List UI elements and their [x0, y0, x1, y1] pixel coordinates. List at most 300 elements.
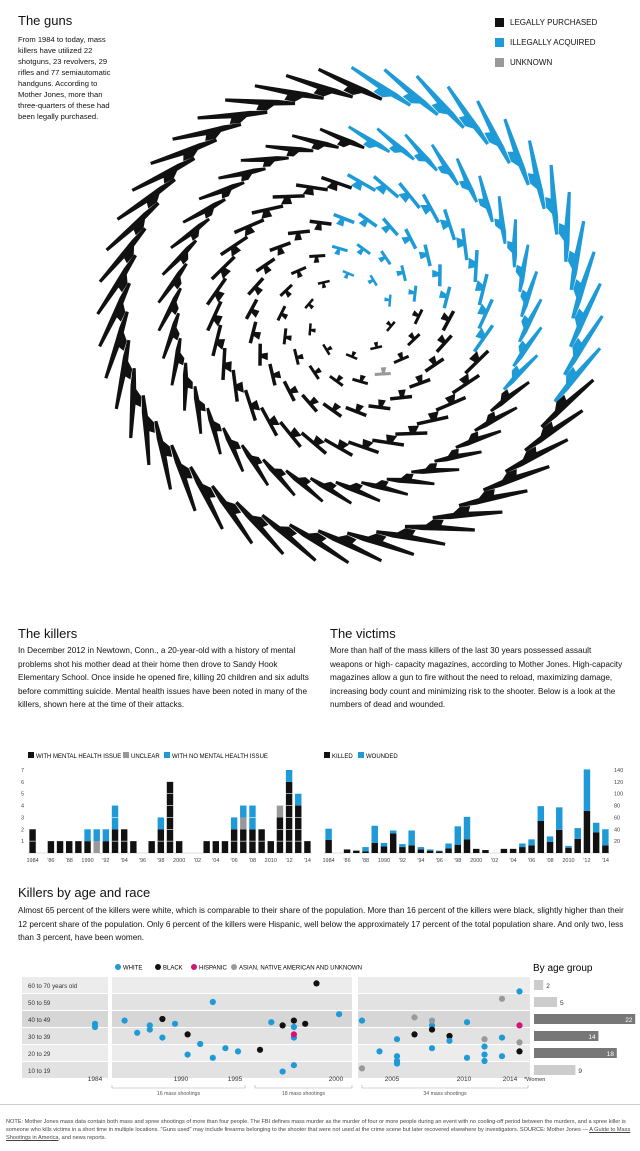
bar-2011-0: [574, 839, 580, 853]
bar-1995-1: [427, 849, 433, 850]
gun-shape: [341, 270, 355, 281]
age-x-tick: 1990: [173, 1076, 189, 1083]
bar-1990-0: [84, 841, 90, 853]
bar-1989-0: [372, 843, 378, 853]
gun-icon: [231, 369, 244, 402]
bar-2011-1: [574, 828, 580, 839]
gun-icon: [309, 220, 332, 232]
gun-shape: [291, 266, 309, 280]
gun-icon: [407, 372, 431, 388]
source-link[interactable]: A Guide to Mass Shootings in America: [6, 1127, 631, 1141]
killer-dot-black: [411, 1031, 417, 1037]
killer-dot-other: [516, 1039, 522, 1045]
bar-1996-0: [436, 851, 442, 853]
age-row-label-5: 10 to 19: [28, 1068, 51, 1075]
vic-legend-label-1: WOUNDED: [366, 754, 398, 760]
bar-1995-0: [130, 841, 136, 853]
gun-icon: [330, 245, 348, 257]
gun-icon: [346, 349, 360, 360]
gun-icon: [210, 481, 259, 545]
killer-dot-white: [291, 1062, 297, 1068]
y-tick-label: 3: [20, 815, 24, 822]
gun-icon: [374, 367, 390, 376]
gun-shape: [273, 194, 305, 205]
gun-shape: [346, 349, 360, 360]
gun-icon: [354, 212, 377, 232]
bar-2006-0: [528, 845, 534, 853]
mh-legend-label-1: UNCLEAR: [131, 754, 160, 760]
x-tick-label: '86: [343, 858, 351, 864]
y-tick-label: 60: [614, 815, 621, 822]
bar-2009-0: [556, 830, 562, 853]
x-tick-label: '06: [230, 858, 238, 864]
age-legend-label-3: ASIAN, NATIVE AMERICAN AND UNKNOWN: [239, 965, 362, 972]
bar-1990-2: [84, 829, 90, 841]
y-tick-label: 20: [614, 839, 621, 846]
killer-dot-white: [222, 1045, 228, 1051]
x-tick-label: '96: [435, 858, 443, 864]
gun-shape: [403, 329, 420, 346]
bar-1999-1: [464, 817, 470, 840]
gun-shape: [170, 217, 214, 254]
gun-shape: [395, 265, 407, 282]
bar-1989-0: [75, 841, 81, 853]
x-tick-label: '14: [601, 858, 609, 864]
gun-icon: [467, 250, 478, 282]
killer-dot-black: [291, 1018, 297, 1024]
bar-1991-0: [390, 833, 396, 853]
gun-icon: [377, 217, 399, 240]
gun-shape: [318, 280, 331, 289]
y-tick-label: 6: [20, 779, 24, 786]
gun-shape: [542, 165, 559, 236]
gun-icon: [131, 156, 198, 198]
age-row-band: [358, 1011, 530, 1027]
y-tick-label: 1: [20, 839, 24, 846]
killer-dot-black: [280, 1022, 286, 1028]
gun-icon: [220, 235, 252, 261]
gun-icon: [279, 284, 296, 301]
age-row-band: [358, 1045, 530, 1061]
y-tick-label: 4: [20, 803, 24, 810]
gun-icon: [417, 193, 441, 226]
gun-icon: [268, 362, 282, 386]
killer-dot-white: [464, 1055, 470, 1061]
gun-shape: [277, 305, 291, 323]
gun-shape: [491, 196, 507, 245]
gun-shape: [234, 218, 267, 239]
gun-icon: [309, 362, 325, 380]
gun-shape: [384, 294, 392, 307]
bar-2005-1: [519, 844, 525, 848]
bar-2007-1: [240, 817, 246, 829]
gun-shape: [374, 367, 390, 376]
age-x-tick: 1984: [87, 1076, 103, 1083]
killer-dot-black: [185, 1031, 191, 1037]
gun-icon: [301, 390, 323, 413]
gun-shape: [437, 285, 452, 309]
gun-icon: [277, 305, 291, 323]
mh-legend-swatch-2: [164, 752, 170, 758]
y-tick-label: 5: [20, 791, 24, 798]
gun-shape: [377, 217, 399, 240]
gun-icon: [283, 328, 293, 345]
gun-icon: [436, 307, 455, 331]
killer-dot-hispanic: [291, 1031, 297, 1037]
killer-dot-white: [481, 1044, 487, 1050]
bar-1997-1: [445, 844, 451, 849]
gun-icon: [409, 307, 423, 325]
gun-shape: [418, 244, 432, 268]
gun-shape: [455, 228, 468, 261]
killer-dot-white: [172, 1021, 178, 1027]
gun-icon: [383, 318, 396, 332]
bar-1998-0: [455, 845, 461, 853]
gun-icon: [170, 217, 214, 254]
killer-dot-white: [464, 1019, 470, 1025]
age-count-bar-4: [534, 1048, 617, 1058]
age-text: Almost 65 percent of the killers were white, which is comparable to their share of the population. More than 16 percent of the killers were black, slightly higher than their 12 percent share of the population. Only 6 percent of the killers were Hispanic, well below the approximately 17 percent of the total population share. And only two, less than 3 percent, have been women.: [18, 906, 624, 943]
period-label-0: 16 mass shootings: [156, 1091, 201, 1097]
vic-legend-label-0: KILLED: [332, 754, 353, 760]
victims-title: The victims: [330, 626, 396, 641]
period-bracket: [112, 1085, 245, 1088]
killer-dot-black: [257, 1047, 263, 1053]
gun-shape: [231, 369, 244, 402]
gun-shape: [241, 155, 289, 168]
killer-dot-black: [516, 1048, 522, 1054]
gun-shape: [472, 296, 494, 329]
x-tick-label: '86: [47, 858, 55, 864]
gun-icon: [366, 275, 378, 289]
gun-icon: [331, 213, 355, 230]
age-legend-dot-0: [115, 964, 121, 970]
age-count-label-0: 2: [546, 983, 550, 990]
bar-1989-1: [372, 826, 378, 843]
age-x-tick: 2005: [384, 1076, 400, 1083]
gun-shape: [244, 388, 263, 421]
bar-2010-0: [565, 848, 571, 853]
gun-shape: [486, 376, 530, 413]
gun-icon: [288, 229, 311, 241]
killer-dot-other: [429, 1018, 435, 1024]
bar-1992-0: [103, 841, 109, 853]
killer-dot-white: [210, 1055, 216, 1061]
killer-dot-other: [411, 1014, 417, 1020]
killer-dot-white: [499, 1053, 505, 1059]
killer-dot-black: [159, 1016, 165, 1022]
gun-icon: [399, 228, 417, 252]
age-count-bar-1: [534, 997, 557, 1007]
bar-1991-1: [390, 830, 396, 833]
gun-icon: [265, 144, 314, 158]
gun-icon: [318, 280, 331, 289]
x-tick-label: '14: [303, 858, 312, 864]
gun-icon: [283, 378, 301, 402]
gun-shape: [467, 250, 478, 282]
bar-1988-1: [362, 847, 368, 851]
killer-dot-white: [122, 1018, 128, 1024]
gun-icon: [329, 371, 347, 387]
x-tick-label: 2000: [173, 858, 186, 864]
women-note: *Women: [524, 1077, 546, 1083]
gun-icon: [421, 352, 445, 372]
bar-2003-0: [203, 841, 209, 853]
bar-2012-0: [584, 811, 590, 853]
gun-shape: [192, 385, 208, 434]
bar-1999-0: [464, 839, 470, 853]
killers-title: The killers: [18, 626, 78, 641]
killer-dot-black: [313, 980, 319, 986]
bar-1994-1: [418, 847, 424, 849]
gun-icon: [502, 432, 569, 474]
x-tick-label: 1990: [81, 858, 94, 864]
gun-shape: [391, 350, 409, 364]
gun-icon: [293, 348, 305, 365]
x-tick-label: '88: [361, 858, 370, 864]
bar-2010-0: [268, 841, 274, 853]
bar-2014-0: [304, 841, 310, 853]
gun-shape: [309, 362, 325, 380]
gun-shape: [304, 298, 317, 312]
gun-icon: [322, 397, 345, 417]
age-count-bar-5: [534, 1065, 575, 1075]
bar-1988-0: [66, 841, 72, 853]
age-row-label-4: 20 to 29: [28, 1051, 51, 1058]
bar-2006-1: [528, 839, 534, 845]
age-group-title: By age group: [533, 963, 593, 974]
age-legend-label-2: HISPANIC: [199, 965, 227, 972]
gun-shape: [245, 299, 264, 323]
bar-1984-0: [325, 840, 331, 853]
y-tick-label: 80: [614, 803, 621, 810]
gun-icon: [322, 342, 334, 356]
gun-shape: [368, 398, 391, 410]
x-tick-label: '02: [491, 858, 499, 864]
gun-icon: [431, 330, 453, 353]
gun-icon: [368, 398, 391, 410]
killer-dot-white: [516, 988, 522, 994]
gun-icon: [150, 137, 220, 172]
note-tail: , and news reports.: [58, 1135, 107, 1141]
gun-icon: [258, 344, 268, 366]
killer-dot-white: [210, 999, 216, 1005]
gun-shape: [269, 241, 293, 257]
killer-dot-white: [446, 1038, 452, 1044]
bar-1992-2: [103, 829, 109, 841]
gun-icon: [455, 228, 468, 261]
gun-icon: [391, 350, 409, 364]
bar-1987-0: [353, 851, 359, 853]
gun-icon: [470, 100, 512, 167]
bar-1988-0: [362, 851, 368, 853]
gun-shape: [348, 435, 381, 454]
gun-icon: [251, 204, 284, 220]
killer-dot-white: [92, 1021, 98, 1027]
gun-icon: [491, 196, 507, 245]
killer-dot-white: [134, 1030, 140, 1036]
bar-2011-0: [277, 817, 283, 853]
x-tick-label: '08: [546, 858, 554, 864]
gun-icon: [345, 400, 369, 417]
gun-icon: [386, 472, 435, 486]
killer-dot-white: [159, 1035, 165, 1041]
gun-icon: [418, 244, 432, 268]
gun-shape: [265, 144, 314, 158]
mh-legend-swatch-1: [123, 752, 129, 758]
gun-icon: [255, 257, 279, 277]
killer-dot-white: [376, 1048, 382, 1054]
gun-icon: [221, 348, 232, 380]
bar-1995-0: [427, 851, 433, 853]
gun-icon: [507, 219, 518, 267]
gun-shape: [322, 397, 345, 417]
bar-2006-2: [231, 817, 237, 829]
killer-dot-white: [185, 1052, 191, 1058]
gun-icon: [249, 321, 264, 345]
gun-shape: [220, 235, 252, 261]
vic-legend-swatch-1: [358, 752, 364, 758]
age-x-tick: 2000: [328, 1076, 344, 1083]
x-tick-label: '98: [157, 858, 165, 864]
gun-icon: [395, 265, 407, 282]
age-x-tick: 2014: [502, 1076, 518, 1083]
gun-shape: [417, 193, 441, 226]
bar-1986-0: [48, 841, 54, 853]
vic-legend: [324, 752, 398, 760]
legend-illegal-label: ILLEGALLY ACQUIRED: [510, 38, 596, 47]
x-tick-label: 2010: [264, 858, 277, 864]
gun-icon: [481, 458, 551, 493]
gun-icon: [308, 323, 316, 336]
gun-shape: [322, 342, 334, 356]
gun-icon: [352, 373, 370, 385]
gun-icon: [471, 401, 518, 433]
x-tick-label: 1984: [322, 858, 335, 864]
bar-2007-0: [538, 821, 544, 853]
gun-shape: [441, 85, 490, 149]
gun-shape: [288, 229, 311, 241]
age-count-label-3: 14: [588, 1034, 596, 1041]
gun-shape: [448, 369, 480, 395]
bar-2014-0: [602, 845, 608, 853]
gun-shape: [293, 348, 305, 365]
bar-1996-1: [436, 851, 442, 852]
gun-icon: [291, 266, 309, 280]
bar-2003-0: [501, 849, 507, 853]
gun-icon: [269, 241, 293, 257]
bar-2004-0: [213, 841, 219, 853]
gun-shape: [411, 462, 459, 475]
bar-2009-1: [556, 807, 562, 830]
y-tick-label: 120: [614, 779, 624, 786]
gun-shape: [150, 137, 220, 172]
age-row-band: [358, 994, 530, 1010]
gun-shape: [182, 363, 193, 411]
age-count-label-2: 22: [625, 1017, 633, 1024]
gun-shape: [249, 321, 264, 345]
gun-shape: [140, 395, 157, 466]
period-bracket: [362, 1085, 528, 1088]
gun-icon: [433, 390, 466, 411]
bar-2007-2: [240, 806, 246, 818]
gun-icon: [411, 462, 459, 475]
bar-2008-0: [547, 842, 553, 853]
gun-icon: [437, 285, 452, 309]
gun-shape: [260, 404, 284, 437]
y-tick-label: 7: [20, 768, 24, 774]
age-count-label-5: 9: [578, 1068, 583, 1075]
gun-shape: [399, 228, 417, 252]
age-count-label-4: 18: [606, 1051, 615, 1058]
gun-icon: [319, 176, 352, 195]
x-tick-label: '04: [212, 858, 220, 864]
gun-icon: [234, 218, 267, 239]
x-tick-label: '96: [138, 858, 147, 864]
note-divider: [0, 1104, 640, 1105]
y-tick-label: 40: [614, 827, 621, 834]
age-row-label-3: 30 to 39: [28, 1034, 51, 1041]
gun-icon: [309, 254, 325, 263]
bar-1990-0: [381, 846, 387, 853]
x-tick-label: 2010: [562, 858, 575, 864]
y-tick-label: 140: [614, 768, 624, 774]
period-label-1: 18 mass shootings: [281, 1091, 326, 1097]
bar-1993-1: [408, 830, 414, 845]
bar-2011-1: [277, 806, 283, 818]
age-x-tick: 2010: [456, 1076, 472, 1083]
victims-chart: [320, 748, 625, 873]
x-tick-label: 1984: [26, 858, 39, 864]
bar-2010-1: [565, 846, 571, 848]
gun-shape: [383, 318, 396, 332]
bar-2008-1: [547, 836, 553, 841]
gun-shape: [131, 156, 198, 198]
gun-shape: [376, 250, 392, 268]
note-text: NOTE: Mother Jones mass data contain both mass and spree shootings of more than four people. The FBI defines mass murder as the murder of four or more people during an event with no cooling-off period between the murders, and a spree killer is someone who kills victims in a short time in multiple locations. "Guns used" may include firearms belonging to the shooter that were not used at the crime scene but later recovered elsewhere by investigators. SOURCE: Mother Jones —: [6, 1119, 626, 1133]
x-tick-label: '92: [102, 858, 110, 864]
mh-legend-swatch-0: [28, 752, 34, 758]
gun-icon: [304, 298, 317, 312]
bar-1991-1: [94, 841, 100, 853]
bar-2013-1: [593, 823, 599, 832]
x-tick-label: '94: [417, 858, 425, 864]
bar-2012-1: [584, 769, 590, 811]
gun-shape: [408, 285, 418, 302]
gun-shape: [182, 197, 229, 229]
age-race-chart: [0, 955, 640, 1100]
gun-shape: [437, 209, 456, 242]
bar-1984-1: [325, 829, 331, 840]
gun-icon: [244, 388, 263, 421]
x-tick-label: '94: [120, 858, 128, 864]
y-tick-label: 100: [614, 791, 624, 798]
age-legend-label-0: WHITE: [123, 965, 143, 972]
gun-icon: [395, 425, 427, 436]
age-count-label-1: 5: [560, 1000, 564, 1007]
bar-2013-0: [593, 832, 599, 853]
gun-shape: [221, 348, 232, 380]
gun-shape: [354, 212, 377, 232]
gun-icon: [408, 285, 418, 302]
gun-shape: [471, 401, 518, 433]
killers-text: In December 2012 in Newtown, Conn., a 20-year-old with a history of mental problems shot his mother dead at their home then drove to Sandy Hook Elementary School. Once inside he opened fire, killing 20 children and six adults before committing suicide. Mental health issues have been noted in many of the killers, shown here at the time of their attacks.: [18, 646, 309, 710]
x-tick-label: '02: [193, 858, 202, 864]
gun-shape: [301, 390, 323, 413]
gun-shape: [309, 254, 325, 263]
killer-dot-white: [268, 1019, 274, 1025]
gun-shape: [188, 463, 230, 530]
